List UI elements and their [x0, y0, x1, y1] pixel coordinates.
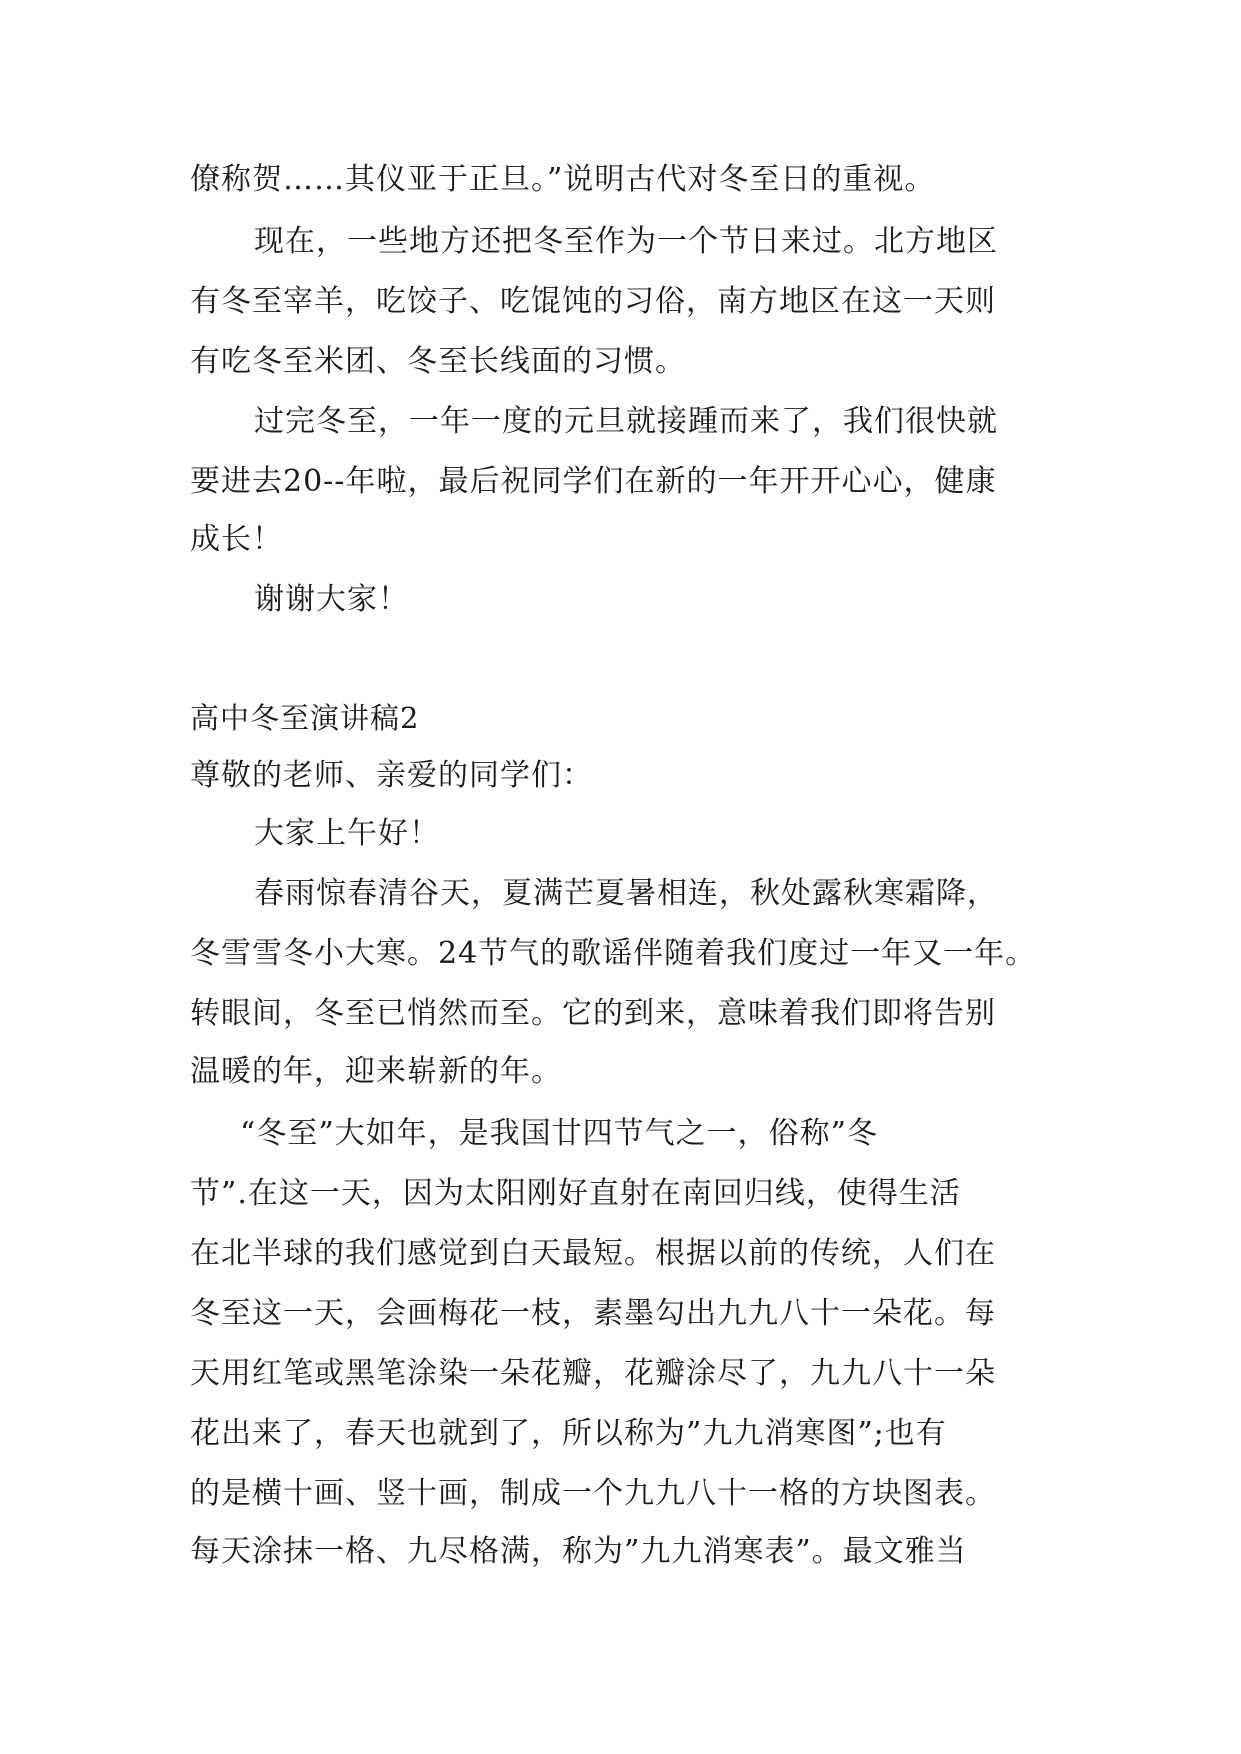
salutation: 尊敬的老师、亲爱的同学们：	[190, 758, 593, 793]
paragraph-line: 冬至这一天，会画梅花一枝，素墨勾出九九八十一朵花。每	[190, 1296, 996, 1331]
paragraph-line: 节”.在这一天，因为太阳刚好直射在南回归线，使得生活	[190, 1176, 961, 1211]
paragraph-line: “冬至”大如年，是我国廿四节气之一，俗称”冬	[240, 1116, 879, 1151]
paragraph-line: 僚称贺……其仪亚于正旦。”说明古代对冬至日的重视。	[190, 162, 936, 197]
paragraph-line: 现在，一些地方还把冬至作为一个节日来过。北方地区	[254, 224, 998, 259]
paragraph-line: 春雨惊春清谷天，夏满芒夏暑相连，秋处露秋寒霜降，	[254, 876, 998, 911]
closing-line: 谢谢大家！	[254, 582, 409, 617]
paragraph-line: 的是横十画、竖十画，制成一个九九八十一格的方块图表。	[190, 1476, 996, 1511]
paragraph-line: 天用红笔或黑笔涂染一朵花瓣，花瓣涂尽了，九九八十一朵	[190, 1356, 996, 1391]
paragraph-line: 有吃冬至米团、冬至长线面的习惯。	[190, 344, 686, 379]
paragraph-line: 冬雪雪冬小大寒。24节气的歌谣伴随着我们度过一年又一年。	[190, 936, 1037, 971]
paragraph-line: 每天涂抹一格、九尽格满，称为”九九消寒表”。最文雅当	[190, 1534, 967, 1569]
paragraph-line: 有冬至宰羊，吃饺子、吃馄饨的习俗，南方地区在这一天则	[190, 284, 996, 319]
paragraph-line: 成长！	[190, 522, 283, 557]
paragraph-line: 在北半球的我们感觉到白天最短。根据以前的传统，人们在	[190, 1236, 996, 1271]
greeting: 大家上午好！	[254, 816, 440, 851]
paragraph-line: 花出来了，春天也就到了，所以称为”九九消寒图”;也有	[190, 1416, 947, 1451]
paragraph-line: 温暖的年，迎来崭新的年。	[190, 1054, 562, 1089]
paragraph-line: 过完冬至，一年一度的元旦就接踵而来了，我们很快就	[254, 404, 998, 439]
section-title: 高中冬至演讲稿2	[190, 701, 420, 735]
paragraph-line: 要进去20--年啦，最后祝同学们在新的一年开开心心，健康	[190, 464, 997, 499]
paragraph-line: 转眼间，冬至已悄然而至。它的到来，意味着我们即将告别	[190, 996, 996, 1031]
